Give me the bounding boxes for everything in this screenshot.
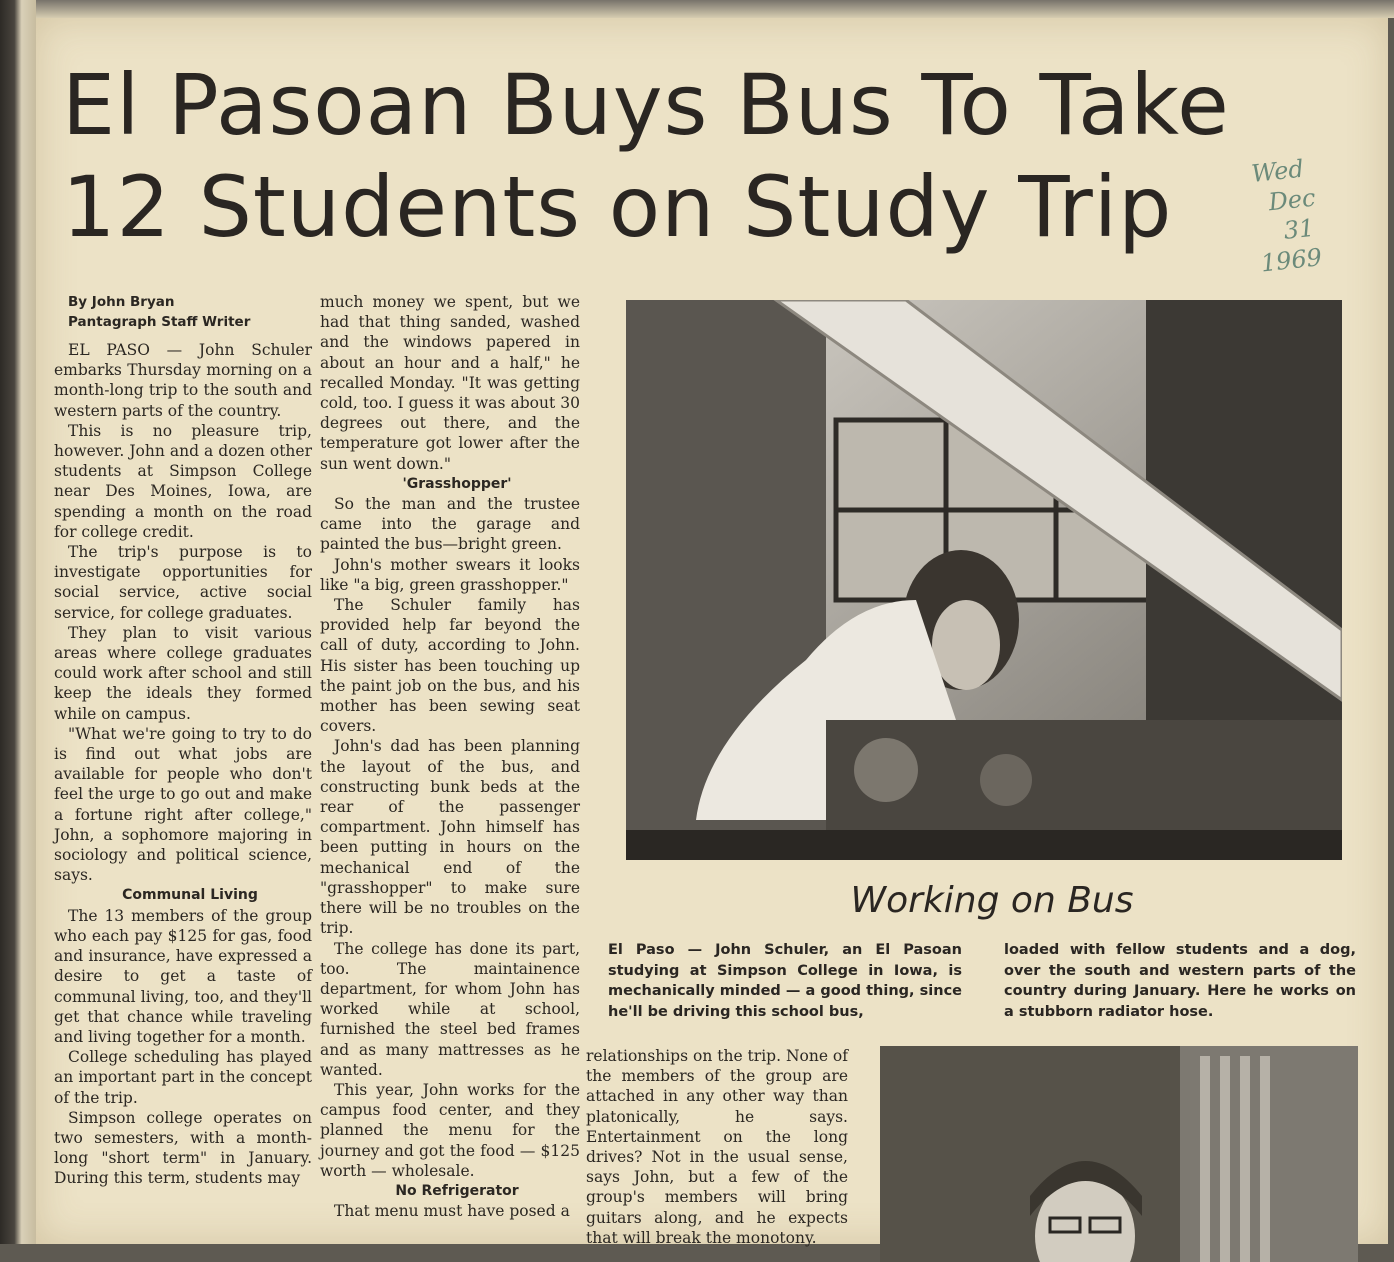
paragraph: This is no pleasure trip, however. John and a dozen other students at Simpson College near Des Moines, Iowa, are spending a month on the road for college credit. — [54, 421, 312, 541]
subhead-grasshopper: 'Grasshopper' — [402, 475, 512, 492]
paragraph: EL PASO — John Schuler embarks Thursday morning on a month-long trip to the south and western parts of the country. — [54, 341, 312, 420]
paragraph: John's mother swears it looks like "a big, green grasshopper." — [320, 555, 580, 594]
paragraph: The Schuler family has provided help far beyond the call of duty, according to John. His sister has been touching up the paint job on the bus, and his mother has been sewing seat covers. — [320, 596, 580, 736]
scan-edge — [0, 0, 36, 1244]
paragraph: This year, John works for the campus food center, and they planned the menu for the journey and got the food — $125 worth — wholesale. — [320, 1080, 580, 1180]
paragraph: That menu must have posed a — [334, 1202, 570, 1221]
paragraph: College scheduling has played an important part in the concept of the trip. — [54, 1048, 312, 1107]
newspaper-clipping — [36, 18, 1388, 1247]
headline — [62, 54, 1372, 258]
subhead-no-refrigerator: No Refrigerator — [395, 1182, 519, 1199]
byline-author: By John Bryan — [68, 294, 175, 310]
bus-photo — [626, 300, 1342, 860]
paragraph: The trip's purpose is to investigate opportunities for social service, active social service, for college graduates. — [54, 543, 312, 622]
handwritten-date-number: 31 — [1282, 213, 1316, 245]
byline-title: Pantagraph Staff Writer — [68, 314, 251, 330]
bus-photo-illustration — [626, 300, 1342, 860]
handwritten-date — [1250, 148, 1372, 279]
article-column-3 — [586, 1046, 848, 1248]
handwritten-day: Wed — [1250, 154, 1306, 188]
article-column-1 — [54, 292, 312, 1189]
student-photo-illustration — [880, 1046, 1358, 1262]
paragraph: The college has done its part, too. The maintainence department, for whom John has worked while at school, furnished the steel bed frames and as many mattresses as he wanted. — [320, 939, 580, 1079]
photo-caption-title: Working on Bus — [850, 880, 1134, 921]
paragraph: So the man and the trustee came into the garage and painted the bus—bright green. — [320, 495, 580, 554]
headline-line-1: El Pasoan Buys Bus To Take — [62, 56, 1230, 154]
headline-line-2: 12 Students on Study Trip — [62, 158, 1173, 256]
paragraph: John's dad has been planning the layout of the bus, and constructing bunk beds at the rear of the passenger compartment. John himself has been putting in hours on the mechanical end of the "grasshopper" to make sure there will be no troubles on the trip. — [320, 737, 580, 938]
article-column-2 — [320, 292, 580, 1221]
handwritten-month: Dec — [1267, 183, 1317, 217]
paragraph: "What we're going to try to do is find out what jobs are available for people who don't feel the urge to go out and make a fortune right after college," John, a sophomore majoring in sociology and political science, says. — [54, 724, 312, 885]
photo-caption-right: loaded with fellow students and a dog, over the south and western parts of the country during January. Here he works on a stubborn radiator hose. — [1004, 942, 1356, 1020]
handwritten-year: 1969 — [1259, 243, 1324, 278]
subhead-communal-living: Communal Living — [122, 887, 258, 904]
paragraph: Simpson college operates on two semesters, with a month-long "short term" in January. During this term, students may — [54, 1108, 312, 1188]
scan-top-edge — [36, 0, 1394, 18]
paragraph: The 13 members of the group who each pay $125 for gas, food and insurance, have expressed a desire to get a taste of communal living, too, and they'll get that chance while traveling and living together for a month. — [54, 906, 312, 1046]
paragraph: They plan to visit various areas where college graduates could work after school and still keep the ideals they formed while on campus. — [54, 623, 312, 723]
paragraph: much money we spent, but we had that thing sanded, washed and the windows papered in about an hour and a half," he recalled Monday. "It was getting cold, too. I guess it was about 30 degrees out there, and the temperature got lower after the sun went down." — [320, 293, 580, 473]
student-photo — [880, 1046, 1358, 1262]
paragraph: relationships on the trip. None of the members of the group are attached in any other way than platonically, he says. Entertainment on the long drives? Not in the usual sense, says John, but a few of the group's members will bring guitars along, and he expects that will break the monotony. — [586, 1047, 848, 1247]
photo-caption-left: El Paso — John Schuler, an El Pasoan studying at Simpson College in Iowa, is mechanically minded — a good thing, since he'll be driving this school bus, — [608, 942, 962, 1020]
